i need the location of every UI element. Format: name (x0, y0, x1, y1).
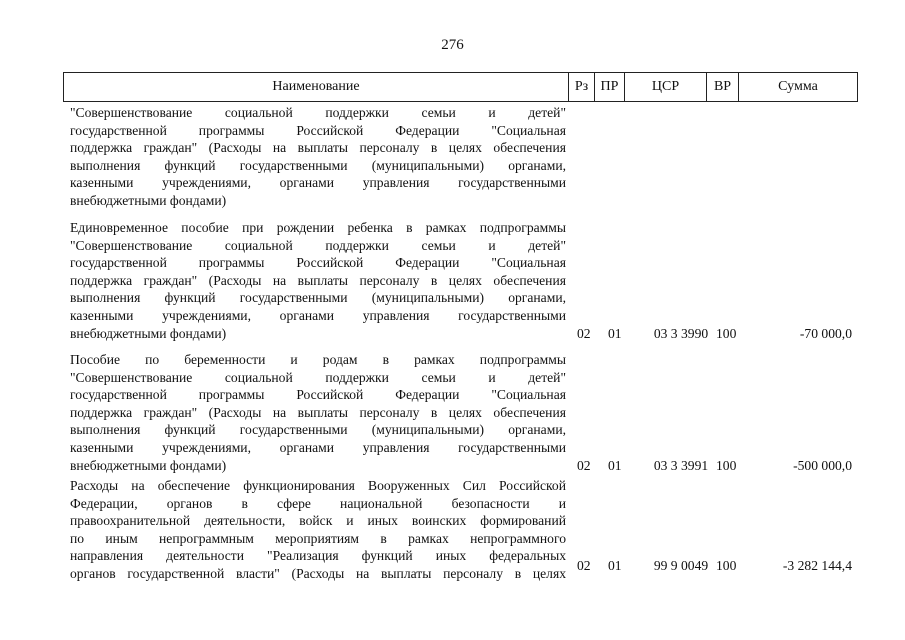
row-sum: -3 282 144,4 (782, 558, 852, 573)
row-pr: 01 (608, 558, 622, 573)
row-name-line: правоохранительной деятельности, войск и иных воинских формирований (70, 513, 566, 529)
row-name-line: выполнения функций государственными (муниципальными) органами, (70, 290, 566, 306)
row-name-line: внебюджетными фондами) (70, 325, 227, 341)
row-vr: 100 (716, 325, 737, 341)
row-name (70, 477, 566, 583)
header-csr: ЦСР (625, 73, 707, 101)
row-name (70, 219, 566, 342)
row-name-line: Пособие по беременности и родам в рамках подпрограммы (70, 352, 566, 367)
header-name: Наименование (64, 73, 569, 101)
row-vr: 100 (716, 558, 737, 573)
row-name-line: поддержка граждан" (Расходы на выплаты персоналу в целях обеспечения (70, 404, 566, 420)
row-sum: -70 000,0 (799, 325, 852, 341)
row-rz: 02 (577, 558, 591, 573)
row-name-line: направления деятельности "Реализация функций иных федеральных (70, 548, 566, 564)
row-name-line: "Совершенствование социальной поддержки семьи и детей" (70, 105, 566, 120)
row-name-line: выполнения функций государственными (муниципальными) органами, (70, 157, 566, 173)
header-pr: ПР (595, 73, 625, 101)
row-name-line: Федерации, органов в сфере национальной безопасности и (70, 495, 566, 511)
header-vr: ВР (707, 73, 739, 101)
row-rz: 02 (577, 457, 591, 473)
row-pr: 01 (608, 457, 622, 473)
row-name-line: казенными учреждениями, органами управления государственными (70, 175, 566, 191)
table-header (63, 72, 858, 102)
row-name-line: по иным непрограммным мероприятиям в рамках непрограммного (70, 530, 566, 546)
row-name-line: поддержка граждан" (Расходы на выплаты персоналу в целях обеспечения (70, 272, 566, 288)
row-name-line: "Совершенствование социальной поддержки семьи и детей" (70, 369, 566, 385)
row-name (70, 104, 566, 210)
row-name-line: "Совершенствование социальной поддержки семьи и детей" (70, 237, 566, 253)
row-name-line: органов государственной власти" (Расходы на выплаты персоналу в целях (70, 565, 566, 581)
row-name-line: казенными учреждениями, органами управления государственными (70, 307, 566, 323)
row-name-line: внебюджетными фондами) (70, 457, 227, 473)
header-sum: Сумма (778, 79, 818, 94)
page-number: 276 (441, 37, 464, 53)
row-name-line: поддержка граждан" (Расходы на выплаты персоналу в целях обеспечения (70, 140, 566, 156)
row-name-line: казенными учреждениями, органами управления государственными (70, 439, 566, 455)
row-csr: 03 3 3991 (653, 457, 709, 473)
row-name-line: Расходы на обеспечение функционирования Вооруженных Сил Российской (70, 478, 566, 493)
header-rz: Рз (569, 73, 595, 101)
row-name-line: государственной программы Российской Федерации "Социальная (70, 122, 566, 138)
row-name (70, 351, 566, 474)
row-vr: 100 (716, 457, 737, 473)
row-name-line: внебюджетными фондами) (70, 192, 227, 208)
row-name-line: выполнения функций государственными (муниципальными) органами, (70, 422, 566, 438)
row-pr: 01 (608, 325, 622, 341)
row-name-line: государственной программы Российской Федерации "Социальная (70, 255, 566, 271)
row-name-line: государственной программы Российской Федерации "Социальная (70, 387, 566, 403)
row-sum: -500 000,0 (793, 457, 852, 473)
row-name-line: Единовременное пособие при рождении ребенка в рамках подпрограммы (70, 220, 566, 235)
row-csr: 03 3 3990 (653, 325, 709, 341)
row-rz: 02 (577, 325, 591, 341)
row-csr: 99 9 0049 (653, 558, 709, 573)
